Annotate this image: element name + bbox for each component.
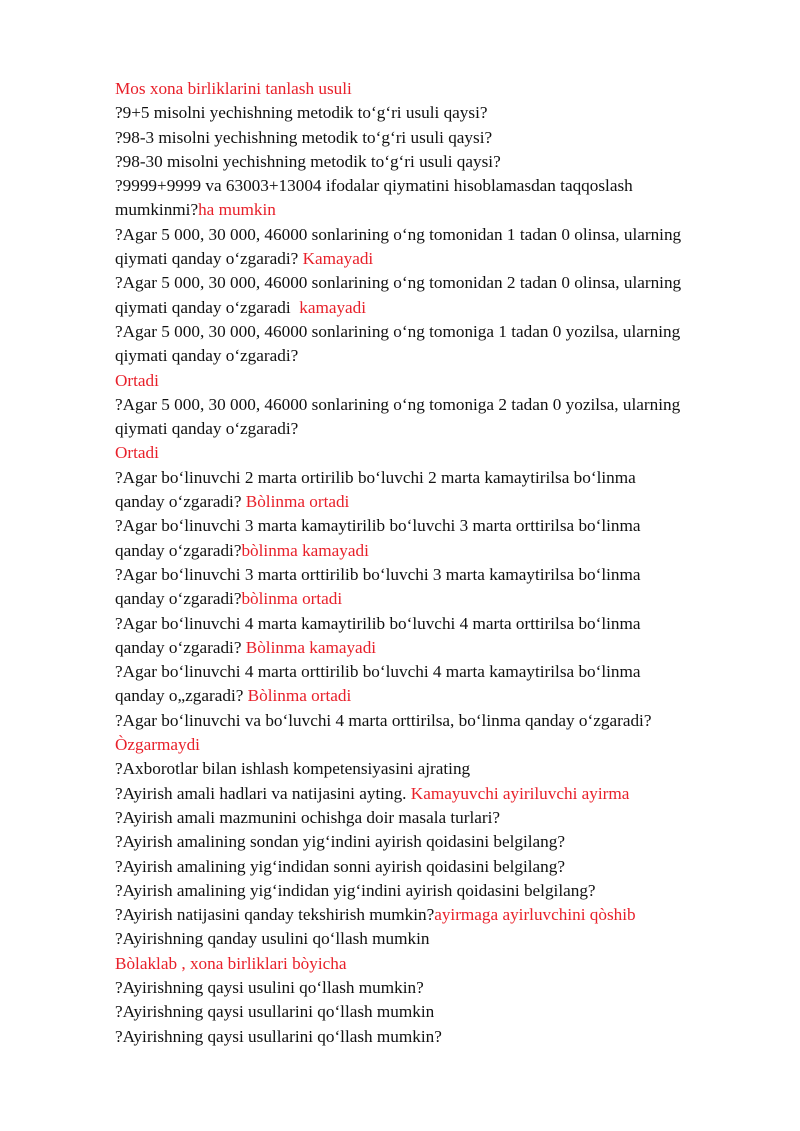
text-line (115, 976, 755, 1000)
text-line (115, 587, 755, 611)
answer-text: Mos xona birliklarini tanlash usuli (115, 79, 352, 98)
question-text: ?Ayirish amali hadlari va natijasini ayting. (115, 783, 411, 803)
question-text: qanday o‘zgaradi? (115, 637, 246, 657)
answer-text: Kamayuvchi ayiriluvchi ayirma (410, 783, 630, 803)
question-text: ?Agar bo‘linuvchi va bo‘luvchi 4 marta orttirilsa, bo‘linma qanday o‘zgaradi? (115, 710, 652, 730)
question-text: ?9+5 misolni yechishning metodik to‘g‘ri usuli qaysi? (115, 103, 488, 123)
text-line (115, 223, 755, 247)
text-line (115, 927, 755, 951)
text-line (115, 101, 755, 125)
text-line (115, 490, 755, 514)
text-line (115, 733, 755, 757)
question-text: ?Ayirish amalining yig‘indidan sonni ayirish qoidasini belgilang? (115, 856, 565, 876)
text-line (115, 393, 755, 417)
question-text: ?Ayirishning qaysi usulini qo‘llash mumkin? (115, 977, 424, 997)
text-line (115, 782, 755, 806)
answer-text: Bòlinma kamayadi (245, 637, 377, 657)
text-line (115, 879, 755, 903)
answer-text: kamayadi (299, 297, 367, 317)
question-text: qiymati qanday o‘zgaradi? (115, 249, 303, 269)
text-line (115, 320, 755, 344)
question-text: ?Agar 5 000, 30 000, 46000 sonlarining o‘ng tomonidan 1 tadan 0 olinsa, ularning (115, 224, 682, 244)
text-line (115, 612, 755, 636)
text-line (115, 684, 755, 708)
text-line (115, 247, 755, 271)
text-line (115, 709, 755, 733)
text-line (115, 77, 755, 101)
text-line (115, 296, 755, 320)
question-text: qanday o‘zgaradi? (115, 589, 242, 609)
answer-text: ayirmaga ayirluvchini qòshib (434, 905, 636, 925)
text-line (115, 174, 755, 198)
text-line (115, 150, 755, 174)
question-text: qanday o‘zgaradi? (115, 540, 242, 560)
text-line (115, 198, 755, 222)
answer-text: Ortadi (115, 443, 159, 463)
question-text: ?Agar bo‘linuvchi 2 marta ortirilib bo‘luvchi 2 marta kamaytirilsa bo‘linma (115, 467, 636, 487)
answer-text: ha mumkin (198, 200, 276, 220)
question-text: qanday o‘zgaradi? (115, 492, 246, 512)
answer-text: Ortadi (115, 370, 159, 390)
question-text: ?Ayirish natijasini qanday tekshirish mumkin? (115, 905, 435, 925)
question-list (115, 77, 755, 1049)
question-text: qiymati qanday o‘zgaradi (115, 297, 300, 317)
question-text: ?Agar bo‘linuvchi 4 marta kamaytirilib bo‘luvchi 4 marta orttirilsa bo‘linma (115, 613, 641, 633)
question-text: ?Agar 5 000, 30 000, 46000 sonlarining o‘ng tomonidan 2 tadan 0 olinsa, ularning (115, 273, 682, 293)
question-text: ?Agar bo‘linuvchi 3 marta kamaytirilib bo‘luvchi 3 marta orttirilsa bo‘linma (115, 516, 641, 536)
question-text: ?Ayirishning qaysi usullarini qo‘llash mumkin? (115, 1026, 442, 1046)
text-line (115, 855, 755, 879)
text-line (115, 126, 755, 150)
question-text: ?Ayirishning qanday usulini qo‘llash mumkin (115, 929, 430, 949)
text-line (115, 369, 755, 393)
text-line (115, 344, 755, 368)
text-line (115, 563, 755, 587)
answer-text: Òzgarmaydi (115, 735, 200, 755)
question-text: ?Agar bo‘linuvchi 4 marta orttirilib bo‘luvchi 4 marta kamaytirilsa bo‘linma (115, 662, 641, 682)
question-text: ?Ayirish amali mazmunini ochishga doir masala turlari? (115, 807, 501, 827)
text-line (115, 1000, 755, 1024)
text-line (115, 271, 755, 295)
text-line (115, 1025, 755, 1049)
question-text: ?98-3 misolni yechishning metodik to‘g‘ri usuli qaysi? (115, 127, 493, 147)
question-text: ?Ayirish amalining sondan yig‘indini ayirish qoidasini belgilang? (115, 832, 565, 852)
text-line (115, 417, 755, 441)
text-line (115, 757, 755, 781)
question-text: qiymati qanday o‘zgaradi? (115, 346, 299, 366)
text-line (115, 952, 755, 976)
question-text: qiymati qanday o‘zgaradi? (115, 419, 299, 439)
text-line (115, 636, 755, 660)
question-text: ?98-30 misolni yechishning metodik to‘g‘ri usuli qaysi? (115, 151, 501, 171)
question-text: ?Ayirish amalining yig‘indidan yig‘indini ayirish qoidasini belgilang? (115, 880, 596, 900)
answer-text: bòlinma ortadi (241, 589, 343, 609)
answer-text: Bòlinma ortadi (245, 492, 350, 512)
question-text: qanday o„zgaradi? (115, 686, 248, 706)
question-text: ?Agar 5 000, 30 000, 46000 sonlarining o‘ng tomoniga 2 tadan 0 yozilsa, ularning (115, 394, 681, 414)
question-text: ?Axborotlar bilan ishlash kompetensiyasini ajrating (115, 759, 471, 779)
question-text: ?Ayirishning qaysi usullarini qo‘llash mumkin (115, 1002, 435, 1022)
text-line (115, 830, 755, 854)
question-text: ?Agar bo‘linuvchi 3 marta orttirilib bo‘luvchi 3 marta kamaytirilsa bo‘linma (115, 564, 641, 584)
answer-text: bòlinma kamayadi (241, 540, 369, 560)
question-text: ?9999+9999 va 63003+13004 ifodalar qiymatini hisoblamasdan taqqoslash (115, 176, 633, 196)
question-text: mumkinmi? (115, 200, 199, 220)
answer-text: Bòlinma ortadi (247, 686, 352, 706)
text-line (115, 660, 755, 684)
question-text: ?Agar 5 000, 30 000, 46000 sonlarining o‘ng tomoniga 1 tadan 0 yozilsa, ularning (115, 321, 681, 341)
text-line (115, 514, 755, 538)
text-line (115, 441, 755, 465)
answer-text: Kamayadi (302, 249, 374, 269)
text-line (115, 806, 755, 830)
text-line (115, 539, 755, 563)
text-line (115, 903, 755, 927)
text-line (115, 466, 755, 490)
answer-text: Bòlaklab , xona birliklari bòyicha (115, 953, 347, 973)
